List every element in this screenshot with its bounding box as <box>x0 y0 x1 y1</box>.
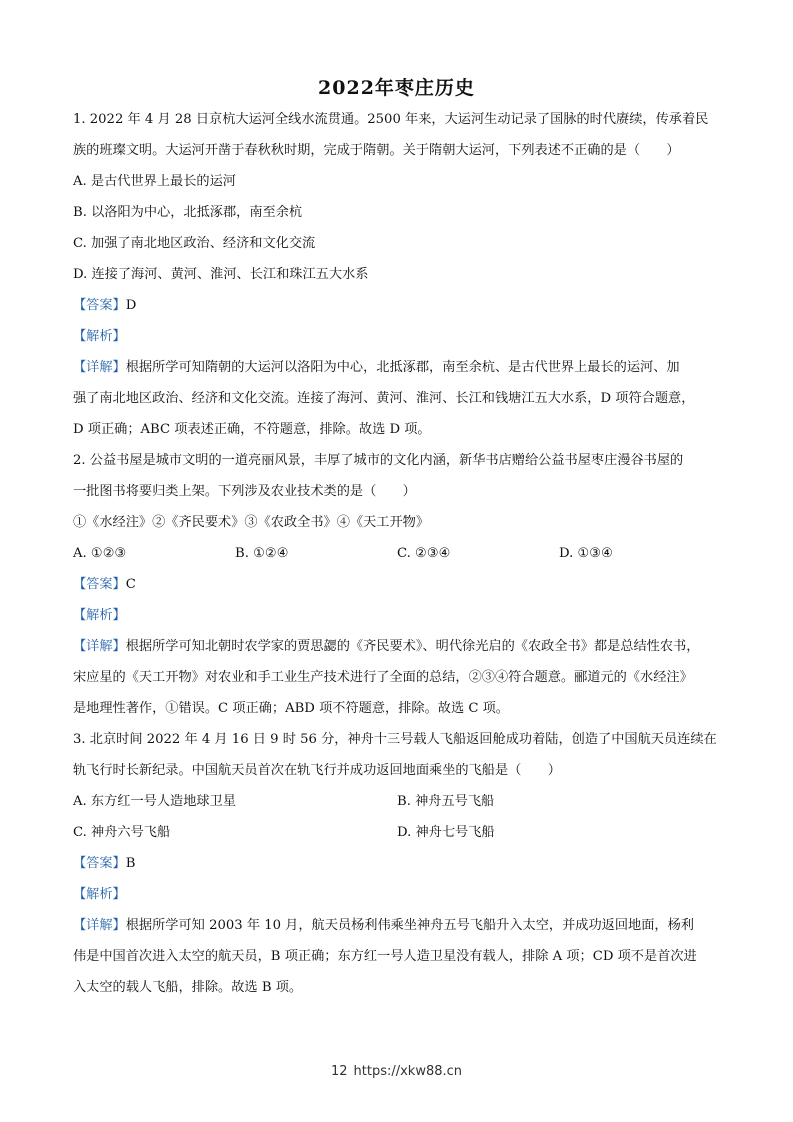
detail-label: 【详解】 <box>73 360 126 375</box>
question-1 <box>73 104 723 445</box>
detail-text: 根据所学可知 2003 年 10 月，航天员杨利伟乘坐神舟五号飞船升入太空，并成功返回地面，杨利 <box>125 918 694 933</box>
question-1-detail-line-3: D 项正确；ABC 项表述正确，不符题意，排除。故选 D 项。 <box>73 422 431 437</box>
detail-text: 根据所学可知隋朝的大运河以洛阳为中心，北抵涿郡，南至余杭、是古代世界上最长的运河、加 <box>125 360 680 375</box>
question-1-option-c: C. 加强了南北地区政治、经济和文化交流 <box>73 236 316 251</box>
question-3-options-row-2 <box>73 817 723 848</box>
page-title: 2022年枣庄历史 <box>318 77 475 99</box>
question-1-option-a: A. 是古代世界上最长的运河 <box>73 174 236 189</box>
detail-label: 【详解】 <box>73 918 126 933</box>
question-2 <box>73 445 723 724</box>
question-2-option-d: D. ①③④ <box>559 546 613 561</box>
question-3-stem-line-2: 轨飞行时长新纪录。中国航天员首次在轨飞行并成功返回地面乘坐的飞船是（ ） <box>73 763 561 778</box>
analysis-label: 【解析】 <box>73 608 126 623</box>
detail-text: 根据所学可知北朝时农学家的贾思勰的《齐民要术》、明代徐光启的《农政全书》都是总结性农书， <box>125 639 700 654</box>
question-1-option-d: D. 连接了海河、黄河、淮河、长江和珠江五大水系 <box>73 267 369 282</box>
question-2-detail-line-2: 宋应星的《天工开物》对农业和手工业生产技术进行了全面的总结，②③④符合题意。郦道元的《水经注》 <box>73 670 693 685</box>
page-number: 12 <box>330 1064 348 1079</box>
question-2-option-a: A. ①②③ <box>73 546 127 561</box>
question-3-option-d: D. 神舟七号飞船 <box>397 825 495 840</box>
detail-label: 【详解】 <box>73 639 126 654</box>
footer-url[interactable]: https://xkw88.cn <box>353 1064 463 1079</box>
question-2-option-b: B. ①②④ <box>235 546 289 561</box>
question-3-options-row-1 <box>73 786 723 817</box>
question-2-detail-line-1 <box>73 631 723 662</box>
question-2-options <box>73 538 723 569</box>
question-1-answer <box>73 290 723 321</box>
question-2-stem-line-2: 一批图书将要归类上架。下列涉及农业技术类的是（ ） <box>73 484 416 499</box>
question-3-option-b: B. 神舟五号飞船 <box>397 794 495 809</box>
question-3-stem-line-1: 3. 北京时间 2022 年 4 月 16 日 9 时 56 分，神舟十三号载人飞船返回舱成功着陆，创造了中国航天员连续在 <box>73 732 717 747</box>
question-3-analysis <box>73 879 723 910</box>
answer-value: B <box>125 856 136 871</box>
answer-label: 【答案】 <box>73 577 126 592</box>
question-3-detail-line-2: 伟是中国首次进入太空的航天员，B 项正确；东方红一号人造卫星没有载人，排除 A 项；CD 项不是首次进 <box>73 949 697 964</box>
page-footer <box>0 1064 793 1079</box>
question-3-detail-line-1 <box>73 910 723 941</box>
question-1-stem-line-1: 1. 2022 年 4 月 28 日京杭大运河全线水流贯通。2500 年来，大运河生动记录了国脉的时代赓续，传承着民 <box>73 112 709 127</box>
answer-label: 【答案】 <box>73 298 126 313</box>
question-3-option-a: A. 东方红一号人造地球卫星 <box>73 794 236 809</box>
question-3-detail-line-3: 入太空的载人飞船，排除。故选 B 项。 <box>73 980 303 995</box>
question-2-stem-line-1: 2. 公益书屋是城市文明的一道亮丽风景，丰厚了城市的文化内涵，新华书店赠给公益书屋枣庄漫谷书屋的 <box>73 453 684 468</box>
document-content <box>73 104 723 1003</box>
analysis-label: 【解析】 <box>73 887 126 902</box>
question-2-analysis <box>73 600 723 631</box>
question-2-option-c: C. ②③④ <box>397 546 451 561</box>
question-1-stem-line-2: 族的班璨文明。大运河开凿于春秋秋时期，完成于隋朝。关于隋朝大运河，下列表述不正确的是（ ） <box>73 143 680 158</box>
question-1-detail-line-2: 强了南北地区政治、经济和文化交流。连接了海河、黄河、淮河、长江和钱塘江五大水系，D 项符合题意， <box>73 391 695 406</box>
answer-label: 【答案】 <box>73 856 126 871</box>
analysis-label: 【解析】 <box>73 329 126 344</box>
question-1-detail-line-1 <box>73 352 723 383</box>
question-3-option-c: C. 神舟六号飞船 <box>73 825 171 840</box>
answer-value: C <box>125 577 136 592</box>
question-2-answer <box>73 569 723 600</box>
answer-value: D <box>125 298 137 313</box>
question-1-analysis <box>73 321 723 352</box>
question-2-detail-line-3: 是地理性著作，①错误。C 项正确；ABD 项不符题意，排除。故选 C 项。 <box>73 701 509 716</box>
question-3-answer <box>73 848 723 879</box>
question-2-sub-line: ①《水经注》②《齐民要术》③《农政全书》④《天工开物》 <box>73 515 430 530</box>
question-3 <box>73 724 723 1003</box>
question-1-option-b: B. 以洛阳为中心，北抵涿郡，南至余杭 <box>73 205 303 220</box>
